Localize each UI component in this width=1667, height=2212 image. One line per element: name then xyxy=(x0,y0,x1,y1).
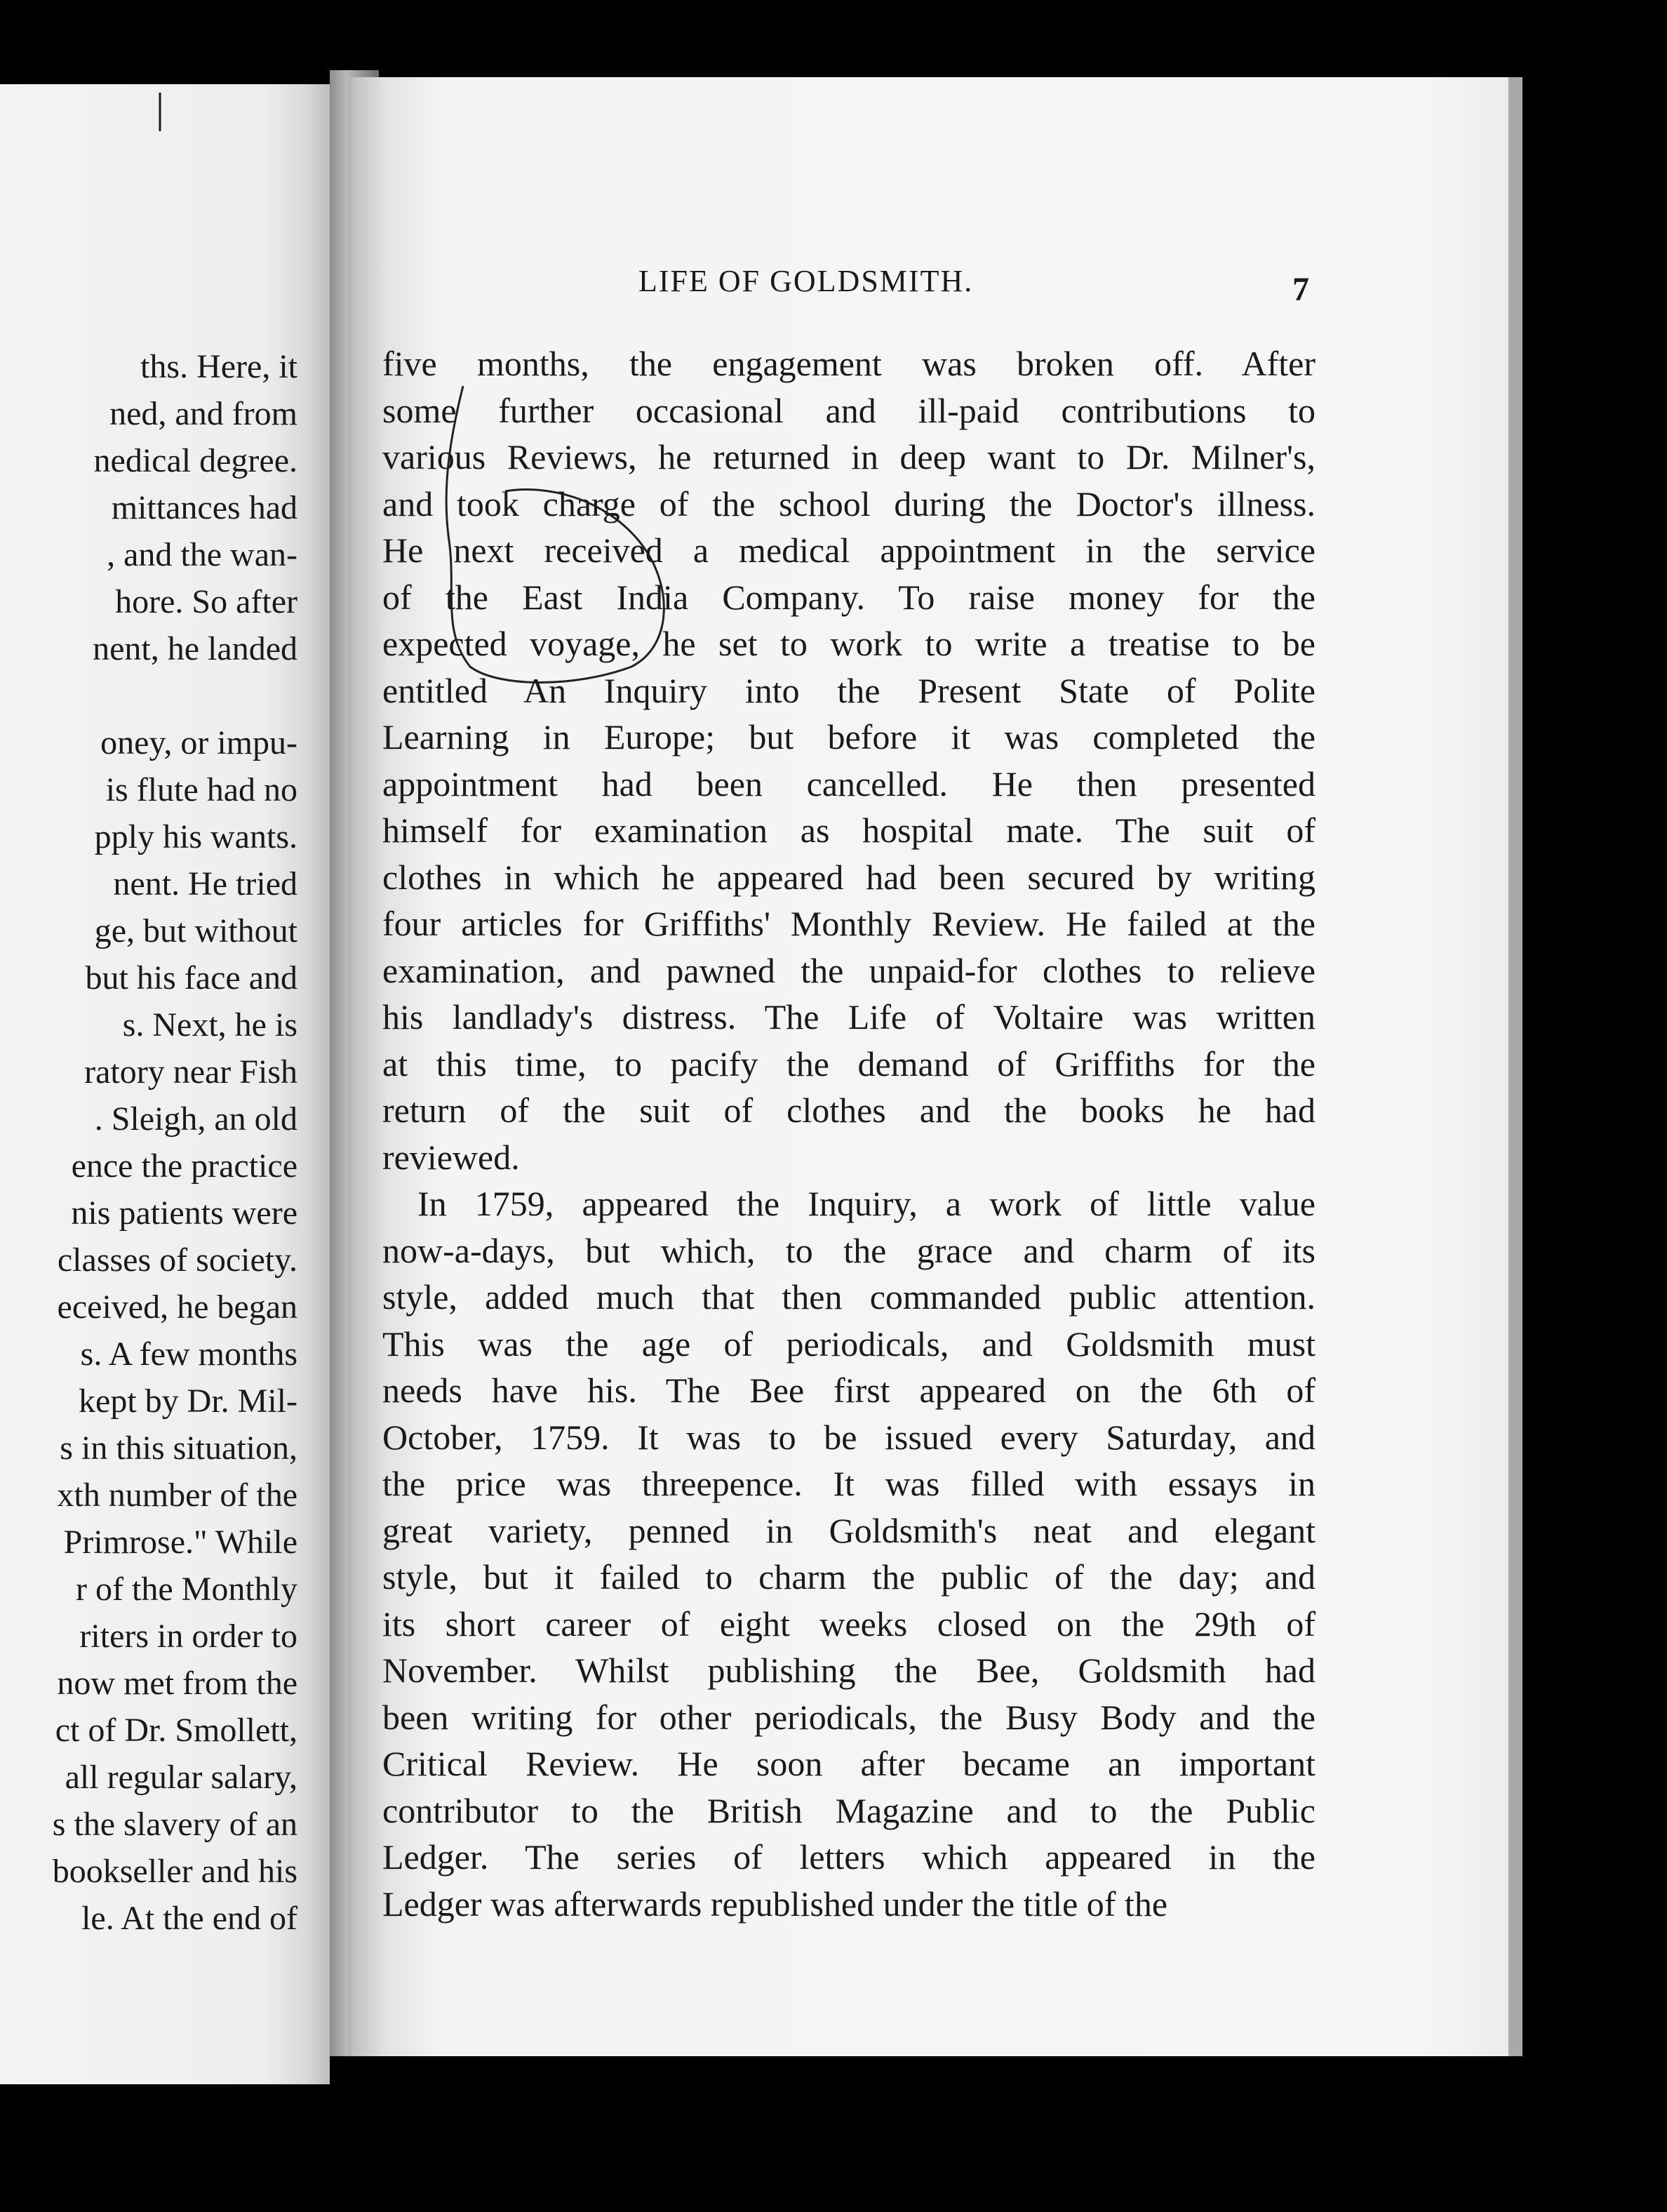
left-page-line: but his face and xyxy=(85,959,297,997)
left-page-line: now met from the xyxy=(57,1665,297,1702)
text-line: examination, and pawned the unpaid-for clothes to relieve xyxy=(382,951,1315,990)
left-page-line: riters in order to xyxy=(79,1618,297,1655)
text-line: the price was threepence. It was filled with essays in xyxy=(382,1464,1315,1503)
left-page-line: nent. He tried xyxy=(113,865,297,902)
running-head: LIFE OF GOLDSMITH. xyxy=(638,264,974,298)
left-page-line: is flute had no xyxy=(105,771,297,808)
text-line: entitled An Inquiry into the Present State of Polite xyxy=(382,671,1315,710)
left-page-line: nis patients were xyxy=(71,1194,297,1232)
text-line: In 1759, appeared the Inquiry, a work of little value xyxy=(417,1184,1315,1223)
text-line: been writing for other periodicals, the Busy Body and the xyxy=(382,1698,1315,1737)
left-page-line: s. Next, he is xyxy=(122,1006,297,1044)
left-page-line: s. A few months xyxy=(80,1335,297,1373)
text-line: Ledger was afterwards republished under the title of the xyxy=(382,1884,1168,1924)
left-page-line: nedical degree. xyxy=(93,442,297,479)
left-page-line: pply his wants. xyxy=(94,818,297,855)
text-line: and took charge of the school during the Doctor's illness. xyxy=(382,484,1315,524)
left-page-line: bookseller and his xyxy=(52,1853,297,1890)
left-page-line: ths. Here, it xyxy=(140,348,297,385)
left-page-line: , and the wan- xyxy=(107,536,297,573)
text-line: expected voyage, he set to work to write a treatise to be xyxy=(382,624,1315,663)
text-line: return of the suit of clothes and the books he had xyxy=(382,1091,1315,1130)
left-page-line: s in this situation, xyxy=(60,1430,297,1467)
left-page-line: oney, or impu- xyxy=(100,724,297,761)
text-line: its short career of eight weeks closed on the 29th of xyxy=(382,1604,1315,1644)
text-line: various Reviews, he returned in deep want to Dr. Milner's, xyxy=(382,437,1315,477)
left-page-line: hore. So after xyxy=(115,583,297,620)
text-line: great variety, penned in Goldsmith's neat and elegant xyxy=(382,1511,1315,1550)
left-page-line: xth number of the xyxy=(57,1477,297,1514)
left-page-line: le. At the end of xyxy=(81,1900,297,1937)
page-edge xyxy=(1508,77,1522,2056)
text-line: clothes in which he appeared had been secured by writing xyxy=(382,858,1315,897)
text-line: style, but it failed to charm the public of the day; and xyxy=(382,1557,1315,1597)
text-line: Critical Review. He soon after became an important xyxy=(382,1744,1315,1783)
text-line: He next received a medical appointment in the service xyxy=(382,531,1315,570)
left-page-line: Primrose." While xyxy=(63,1524,297,1561)
left-page-line: ge, but without xyxy=(94,912,297,950)
text-line: Ledger. The series of letters which appeared in the xyxy=(382,1837,1315,1877)
text-line: at this time, to pacify the demand of Griffiths for the xyxy=(382,1044,1315,1084)
text-line: This was the age of periodicals, and Goldsmith must xyxy=(382,1324,1315,1364)
text-line: Learning in Europe; but before it was completed the xyxy=(382,717,1315,757)
left-page-line: kept by Dr. Mil- xyxy=(79,1382,297,1420)
left-page-line: ratory near Fish xyxy=(84,1053,297,1091)
left-page-line: s the slavery of an xyxy=(52,1806,297,1843)
left-page-line: eceived, he began xyxy=(57,1288,297,1326)
text-line: October, 1759. It was to be issued every Saturday, and xyxy=(382,1418,1315,1457)
left-page-line: . Sleigh, an old xyxy=(94,1100,297,1138)
text-line: four articles for Griffiths' Monthly Review. He failed at the xyxy=(382,904,1315,943)
text-line: himself for examination as hospital mate. The suit of xyxy=(382,811,1315,850)
text-line: November. Whilst publishing the Bee, Goldsmith had xyxy=(382,1651,1315,1690)
text-line: contributor to the British Magazine and to the Public xyxy=(382,1791,1315,1830)
text-line: five months, the engagement was broken off. After xyxy=(382,344,1315,383)
text-line: needs have his. The Bee first appeared on the 6th of xyxy=(382,1371,1315,1410)
left-page-line: ned, and from xyxy=(109,395,297,432)
text-line: reviewed. xyxy=(382,1138,520,1177)
text-line: appointment had been cancelled. He then presented xyxy=(382,764,1315,804)
left-page-line: mittances had xyxy=(111,489,297,526)
text-line: style, added much that then commanded public attention. xyxy=(382,1277,1315,1317)
page-number: 7 xyxy=(1292,271,1309,308)
left-page-line: nent, he landed xyxy=(93,630,297,667)
text-line: of the East India Company. To raise money for the xyxy=(382,578,1315,617)
left-page xyxy=(0,84,330,2084)
text-line: now-a-days, but which, to the grace and charm of its xyxy=(382,1231,1315,1270)
text-line: his landlady's distress. The Life of Voltaire was written xyxy=(382,997,1315,1037)
left-page-line: ct of Dr. Smollett, xyxy=(55,1712,297,1749)
text-line: some further occasional and ill-paid contributions to xyxy=(382,391,1315,430)
left-page-line: classes of society. xyxy=(57,1241,297,1279)
left-page-line: r of the Monthly xyxy=(76,1571,297,1608)
left-page-line: all regular salary, xyxy=(65,1759,297,1796)
pencil-mark: | xyxy=(156,85,165,131)
ink-loop-mark xyxy=(421,379,702,688)
left-page-line: ence the practice xyxy=(71,1147,297,1185)
